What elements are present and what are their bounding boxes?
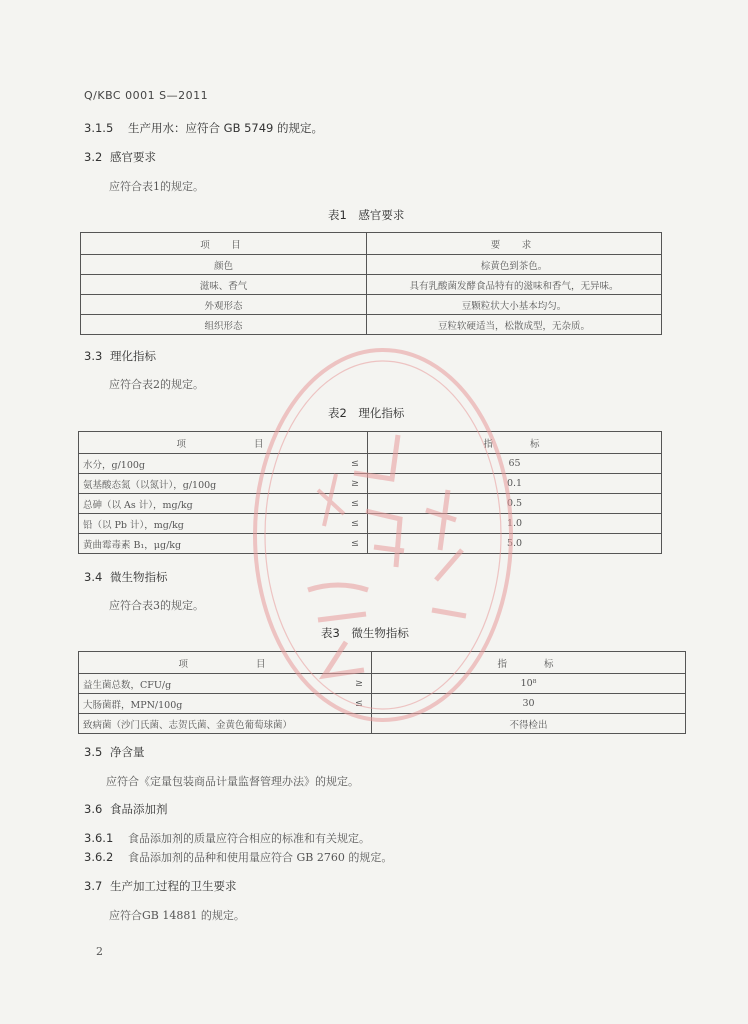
cell-sign: ≤ [335, 514, 368, 534]
table2-caption: 表2 理化指标 [328, 406, 405, 420]
cell-requirement: 豆颗粒状大小基本均匀。 [367, 295, 662, 315]
table-row [79, 474, 662, 494]
cell-requirement: 豆粒软硬适当，松散成型，无杂质。 [367, 315, 662, 335]
section-number: 3.6 [84, 802, 103, 816]
header-index: 指 标 [372, 652, 686, 674]
cell-sign: ≤ [335, 494, 368, 514]
section-title: 生产加工过程的卫生要求 [110, 879, 237, 893]
cell-sign: ≥ [335, 474, 368, 494]
cell-item: 铅（以 Pb 计），mg/kg [79, 514, 335, 534]
section-3-5-heading [84, 744, 145, 760]
section-3-4-body: 应符合表3的规定。 [109, 599, 204, 612]
cell-sign: ≥ [339, 674, 372, 694]
section-3-3-body: 应符合表2的规定。 [109, 378, 204, 391]
table3-microbiological [78, 651, 686, 734]
standard-code: Q/KBC 0001 S—2011 [84, 89, 209, 102]
cell-item: 颜色 [81, 255, 367, 275]
cell-value: 10⁸ [372, 674, 686, 694]
table1-sensory [80, 232, 662, 335]
header-index: 指 标 [368, 432, 662, 454]
cell-value: 不得检出 [372, 714, 686, 734]
table-row [81, 295, 662, 315]
section-title: 食品添加剂 [110, 802, 168, 816]
table-row [79, 494, 662, 514]
clause-number: 3.6.2 [84, 850, 114, 864]
cell-item: 致病菌（沙门氏菌、志贺氏菌、金黄色葡萄球菌） [79, 714, 372, 734]
section-title: 感官要求 [110, 150, 156, 164]
clause-3-6-1 [84, 830, 370, 846]
clause-3-6-2 [84, 849, 392, 865]
section-number: 3.2 [84, 150, 103, 164]
section-number: 3.4 [84, 570, 103, 584]
cell-sign: ≤ [335, 534, 368, 554]
section-3-2-body: 应符合表1的规定。 [109, 180, 204, 193]
cell-requirement: 棕黄色到茶色。 [367, 255, 662, 275]
cell-item: 益生菌总数，CFU/g [79, 674, 339, 694]
cell-sign: ≤ [335, 454, 368, 474]
section-title: 理化指标 [110, 349, 156, 363]
cell-item: 滋味、香气 [81, 275, 367, 295]
cell-value: 5.0 [368, 534, 662, 554]
section-3-7-body: 应符合GB 14881 的规定。 [109, 909, 245, 922]
page-number: 2 [96, 945, 103, 958]
cell-requirement: 具有乳酸菌发酵食品特有的滋味和香气，无异味。 [367, 275, 662, 295]
cell-value: 1.0 [368, 514, 662, 534]
table-row [79, 454, 662, 474]
table-row [79, 514, 662, 534]
cell-item: 黄曲霉毒素 B₁，μg/kg [79, 534, 335, 554]
clause-text: 食品添加剂的质量应符合相应的标准和有关规定。 [128, 832, 370, 845]
table1-caption: 表1 感官要求 [328, 208, 405, 222]
table-row [79, 694, 686, 714]
cell-item: 氨基酸态氮（以氮计），g/100g [79, 474, 335, 494]
header-item: 项 目 [81, 233, 367, 255]
table-row [81, 255, 662, 275]
header-requirement: 要 求 [367, 233, 662, 255]
table-header-row [79, 652, 686, 674]
table-row [81, 315, 662, 335]
table-row [79, 534, 662, 554]
table-header-row [81, 233, 662, 255]
cell-value: 0.5 [368, 494, 662, 514]
cell-value: 65 [368, 454, 662, 474]
section-number: 3.5 [84, 745, 103, 759]
clause-number: 3.6.1 [84, 831, 114, 845]
table-row [79, 674, 686, 694]
section-3-6-heading [84, 801, 168, 817]
cell-item: 外观形态 [81, 295, 367, 315]
clause-number: 3.1.5 [84, 121, 114, 135]
cell-item: 大肠菌群，MPN/100g [79, 694, 339, 714]
section-number: 3.7 [84, 879, 103, 893]
cell-item: 水分，g/100g [79, 454, 335, 474]
table-header-row [79, 432, 662, 454]
table-row [79, 714, 686, 734]
header-item: 项 目 [79, 432, 368, 454]
clause-text: 食品添加剂的品种和使用量应符合 GB 2760 的规定。 [128, 851, 393, 864]
section-3-2-heading [84, 149, 156, 165]
section-3-4-heading [84, 569, 168, 585]
table3-caption: 表3 微生物指标 [321, 626, 409, 640]
header-item: 项 目 [79, 652, 372, 674]
cell-value: 0.1 [368, 474, 662, 494]
section-number: 3.3 [84, 349, 103, 363]
cell-item: 组织形态 [81, 315, 367, 335]
section-title: 净含量 [110, 745, 145, 759]
cell-value: 30 [372, 694, 686, 714]
cell-item: 总砷（以 As 计），mg/kg [79, 494, 335, 514]
section-3-7-heading [84, 878, 237, 894]
section-title: 微生物指标 [110, 570, 168, 584]
section-3-3-heading [84, 348, 156, 364]
cell-sign: ≤ [339, 694, 372, 714]
clause-3-1-5 [84, 120, 323, 136]
table-row [81, 275, 662, 295]
clause-text: 生产用水：应符合 GB 5749 的规定。 [128, 121, 324, 135]
section-3-5-body: 应符合《定量包装商品计量监督管理办法》的规定。 [106, 775, 359, 788]
table2-physicochemical [78, 431, 662, 554]
